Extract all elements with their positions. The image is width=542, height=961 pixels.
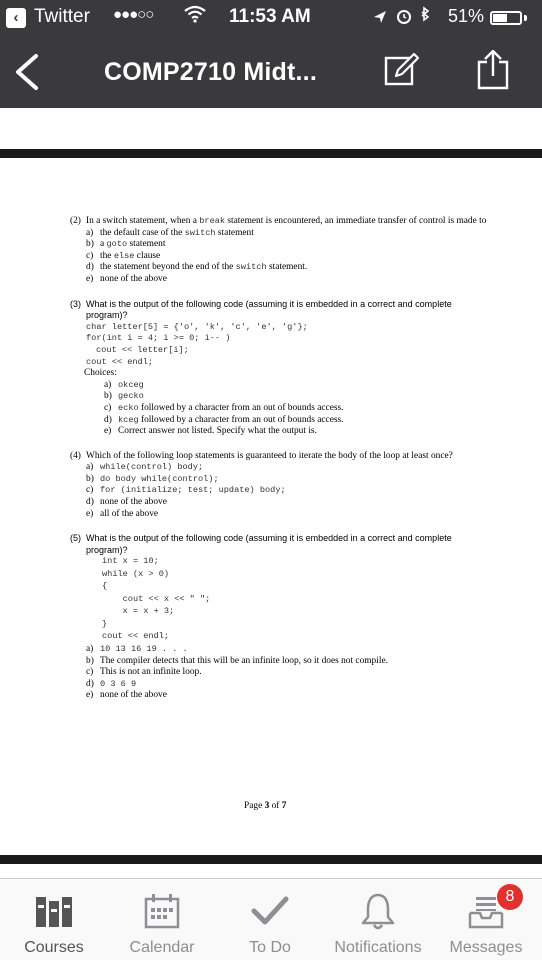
question-text: What is the output of the following code (assuming it is embedded in a correct and complete program)?: [86, 298, 452, 321]
question-2: [70, 216, 490, 286]
code-line: cout << letter[i];: [96, 344, 189, 355]
back-chevron-icon[interactable]: [8, 50, 48, 94]
option-letter: e): [86, 690, 94, 701]
code-line: char letter[5] = {'o', 'k', 'c', 'e', 'g'};: [86, 321, 308, 332]
tab-notifications[interactable]: [324, 879, 432, 961]
option-letter: d): [104, 414, 112, 425]
option-text: [100, 485, 286, 497]
inline-code: 0 3 6 9: [100, 678, 137, 689]
edit-icon[interactable]: [384, 52, 420, 88]
document-page-border-bottom: [0, 855, 542, 864]
answer-option: [70, 380, 490, 392]
code-line: int x = 10;: [102, 556, 159, 567]
inline-code: 10 13 16 19 . . .: [100, 643, 188, 654]
code-line: for(int i = 4; i >= 0; i-- ): [86, 333, 231, 344]
option-text: none of the above: [100, 273, 167, 284]
inline-code: do body while(control);: [100, 473, 219, 484]
answer-option: [70, 403, 490, 415]
option-text: The compiler detects that this will be an infinite loop, so it does not compile.: [100, 655, 388, 666]
checkmark-icon: [250, 891, 290, 931]
answer-option: [70, 509, 490, 521]
option-letter: d): [86, 262, 94, 273]
answer-option: [70, 426, 490, 438]
code-line: {: [102, 581, 108, 592]
tab-label: Courses: [24, 939, 84, 956]
option-text: [118, 380, 144, 392]
battery-tip: [524, 15, 527, 21]
option-text: [100, 474, 219, 486]
option-letter: d): [86, 497, 94, 508]
courses-icon: [34, 891, 74, 931]
option-text: [100, 462, 203, 474]
wifi-icon: [184, 5, 206, 28]
page-total: 7: [281, 801, 287, 811]
option-letter: e): [86, 273, 94, 284]
answer-option: [70, 274, 490, 286]
page-number: [244, 801, 286, 811]
document-page-border-top: [0, 149, 542, 158]
back-to-app-icon[interactable]: ‹: [6, 8, 26, 28]
location-alarm-bluetooth-icon: [372, 6, 442, 28]
inline-code: break: [199, 216, 226, 226]
inline-code: switch: [235, 262, 267, 273]
option-text: the default case of the switch statement: [100, 227, 254, 238]
option-text: [100, 644, 188, 656]
option-text: [118, 391, 144, 403]
answer-option: [70, 485, 490, 497]
answer-option: [70, 391, 490, 403]
question-3: [70, 299, 490, 438]
code-line: cout << endl;: [102, 631, 170, 642]
question-text: Which of the following loop statements is guaranteed to iterate the body of the loop at least once?: [86, 450, 453, 461]
inline-code: gecko: [118, 391, 144, 402]
inline-code: ecko: [118, 402, 139, 413]
option-letter: a): [86, 227, 94, 238]
page-label: Page: [244, 801, 265, 811]
code-line: while (x > 0): [102, 568, 170, 579]
inline-code: for (initialize; test; update) body;: [100, 485, 286, 496]
question-text: In a switch statement, when a: [86, 216, 200, 226]
answer-option: [70, 462, 490, 474]
option-letter: e): [104, 426, 112, 437]
answer-option: [70, 656, 490, 668]
tab-label: Notifications: [334, 939, 422, 956]
battery-icon: [490, 11, 522, 25]
answer-option: [70, 644, 490, 656]
tab-bar: [0, 878, 542, 960]
inline-code: okceg: [118, 379, 144, 390]
answer-option: [70, 690, 490, 702]
answer-option: [70, 262, 490, 274]
option-letter: a): [86, 643, 94, 654]
choices-label: Choices:: [84, 368, 117, 379]
question-4: [70, 451, 490, 521]
answer-option: [70, 251, 490, 263]
answer-option: [70, 239, 490, 251]
option-text: the else clause: [100, 250, 161, 261]
question-number: (3): [70, 298, 81, 309]
tab-label: To Do: [249, 939, 291, 956]
question-number: (2): [70, 216, 81, 226]
option-letter: b): [86, 473, 94, 484]
option-letter: b): [86, 655, 94, 666]
question-text-continued: statement is encountered, an immediate transfer of control is made to: [225, 216, 487, 226]
nav-bar: [0, 36, 542, 108]
option-text: none of the above: [100, 497, 167, 508]
document-page[interactable]: [70, 216, 490, 715]
option-letter: b): [104, 391, 112, 402]
tab-messages[interactable]: [432, 879, 540, 961]
option-letter: b): [86, 239, 94, 250]
question-text: What is the output of the following code (assuming it is embedded in a correct and complete program)?: [86, 533, 452, 555]
tab-label: Calendar: [129, 939, 195, 956]
answer-option: [70, 679, 490, 691]
tab-courses[interactable]: [0, 879, 108, 961]
option-text: Correct answer not listed. Specify what the output is.: [118, 426, 317, 437]
option-letter: a): [104, 379, 112, 390]
answer-option: [70, 228, 490, 240]
inline-code: else: [113, 250, 135, 261]
option-text: ecko followed by a character from an out of bounds access.: [118, 402, 344, 413]
answer-option: [70, 667, 490, 679]
option-letter: c): [104, 402, 112, 413]
inline-code: switch: [184, 227, 216, 238]
status-icons: [372, 6, 442, 33]
tab-todo[interactable]: [216, 879, 324, 961]
option-text: none of the above: [100, 690, 167, 701]
tab-label: Messages: [449, 939, 523, 956]
page-current: 3: [264, 801, 270, 811]
option-letter: c): [86, 485, 94, 496]
option-text: kceg followed by a character from an out of bounds access.: [118, 414, 344, 425]
question-5: [70, 533, 490, 702]
option-text: This is not an infinite loop.: [100, 667, 202, 678]
question-number: (5): [70, 533, 81, 544]
code-block: [70, 556, 490, 644]
clock: 11:53 AM: [229, 6, 311, 27]
code-line: x = x + 3;: [102, 606, 175, 617]
option-letter: d): [86, 678, 94, 689]
status-bar: [0, 0, 542, 36]
question-number: (4): [70, 450, 81, 461]
option-letter: c): [86, 250, 94, 261]
messages-badge: 8: [497, 884, 523, 910]
tab-calendar[interactable]: [108, 879, 216, 961]
inline-code: kceg: [118, 414, 139, 425]
option-text: the statement beyond the end of the switch statement.: [100, 262, 308, 273]
bell-icon: [358, 891, 398, 931]
back-to-app-label[interactable]: Twitter: [34, 6, 90, 27]
answer-option: [70, 474, 490, 486]
option-text: [100, 679, 136, 691]
calendar-icon: [142, 891, 182, 931]
answer-option: [70, 497, 490, 509]
option-letter: c): [86, 667, 94, 678]
code-line: cout << endl;: [86, 356, 154, 367]
code-line: }: [102, 618, 108, 629]
inline-code: goto: [106, 239, 128, 250]
page-title: COMP2710 Midt...: [104, 58, 317, 86]
inline-code: while(control) body;: [100, 462, 204, 473]
code-line: cout << x << " ";: [102, 593, 211, 604]
option-text: a goto statement: [100, 239, 166, 250]
page-of: of: [269, 801, 282, 811]
battery-percent: 51%: [448, 6, 485, 26]
option-text: all of the above: [100, 508, 159, 519]
option-letter: a): [86, 462, 94, 473]
answer-option: [70, 415, 490, 427]
share-icon[interactable]: [475, 50, 511, 90]
option-letter: e): [86, 508, 94, 519]
signal-strength: ●●●○○: [113, 6, 154, 23]
